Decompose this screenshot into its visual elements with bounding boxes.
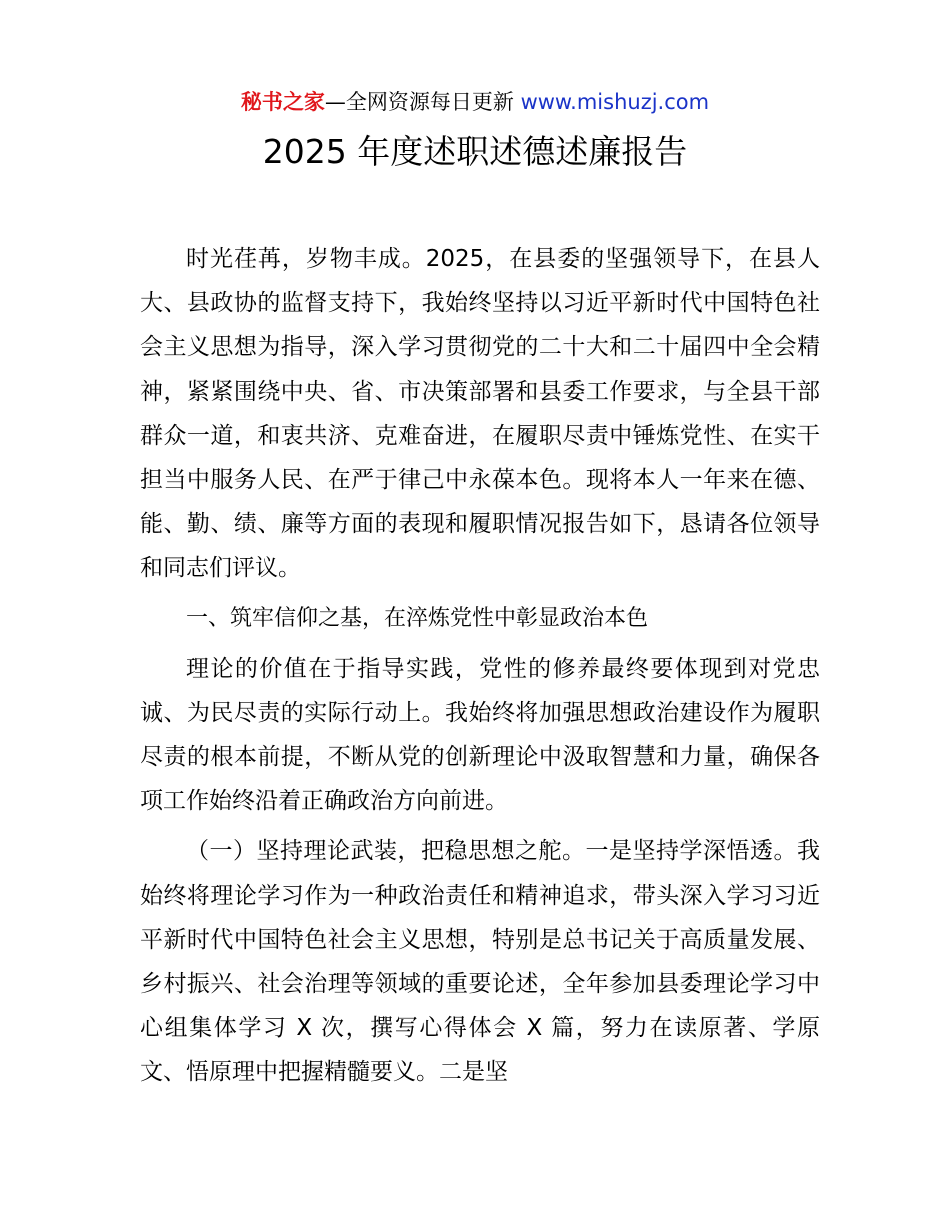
subsection-paragraph: （一）坚持理论武装，把稳思想之舵。一是坚持学深悟透。我始终将理论学习作为一种政治责任和精神追求，带头深入学习习近平新时代中国特色社会主义思想，特别是总书记关于高质量发展、乡村振兴、社会治理等领域的重要论述，全年参加县委理论学习中心组集体学习 X 次，撰写心得体会 X 篇，努力在读原著、学原文、悟原理中把握精髓要义。二是坚 [140, 838, 820, 1086]
site-header [0, 86, 950, 118]
document-title: 2025 年度述职述德述廉报告 [262, 132, 688, 171]
document-body [140, 237, 820, 1101]
intro-paragraph: 时光荏苒，岁物丰成。2025，在县委的坚强领导下，在县人大、县政协的监督支持下，我始终坚持以习近平新时代中国特色社会主义思想为指导，深入学习贯彻党的二十大和二十届四中全会精神，紧紧围绕中央、省、市决策部署和县委工作要求，与全县干部群众一道，和衷共济、克难奋进，在履职尽责中锤炼党性、在实干担当中服务人民、在严于律己中永葆本色。现将本人一年来在德、能、勤、绩、廉等方面的表现和履职情况报告如下，恳请各位领导和同志们评议。 [140, 246, 820, 582]
header-slogan: —全网资源每日更新 [324, 90, 514, 114]
section-heading: 一、筑牢信仰之基，在淬炼党性中彰显政治本色 [186, 605, 649, 631]
section-paragraph: 理论的价值在于指导实践，党性的修养最终要体现到对党忠诚、为民尽责的实际行动上。我始终将加强思想政治建设作为履职尽责的根本前提，不断从党的创新理论中汲取智慧和力量，确保各项工作始终沿着正确政治方向前进。 [140, 655, 820, 815]
site-link[interactable]: www.mishuzj.com [520, 90, 710, 114]
brand-name: 秘书之家 [240, 90, 325, 114]
